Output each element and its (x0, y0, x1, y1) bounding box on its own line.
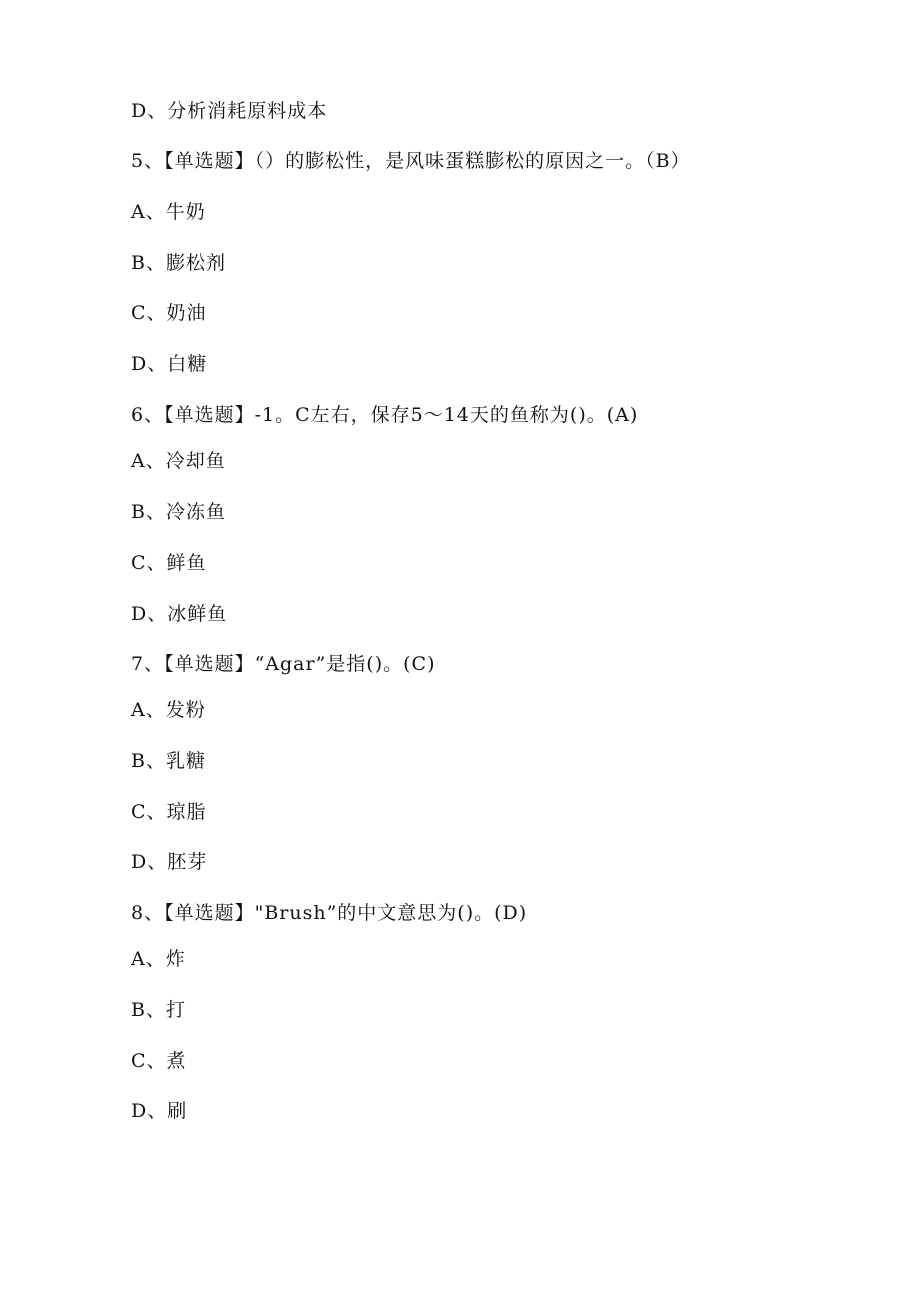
option-c-q5: C、奶油 (131, 302, 207, 324)
option-c-q6: C、鲜鱼 (131, 552, 207, 574)
option-a-q6: A、冷却鱼 (131, 450, 226, 472)
option-c-q7: C、琼脂 (131, 801, 207, 823)
option-a-q5: A、牛奶 (131, 201, 206, 223)
option-d-q7: D、胚芽 (131, 851, 208, 873)
question-7: 7、【单选题】“Agar”是指()。(C) (131, 653, 436, 675)
option-b-q5: B、膨松剂 (131, 252, 226, 274)
option-b-q6: B、冷冻鱼 (131, 501, 226, 523)
question-8: 8、【单选题】"Brush”的中文意思为()。(D) (131, 902, 528, 924)
option-c-q8: C、煮 (131, 1050, 187, 1072)
question-5: 5、【单选题】（）的膨松性，是风味蛋糕膨松的原因之一。（B） (131, 150, 691, 172)
option-a-q7: A、发粉 (131, 699, 206, 721)
option-d-q8: D、刷 (131, 1100, 188, 1122)
question-6: 6、【单选题】-1。C左右，保存5～14天的鱼称为()。(A) (131, 404, 639, 426)
option-a-q8: A、炸 (131, 948, 186, 970)
option-b-q7: B、乳糖 (131, 750, 206, 772)
option-d-q4: D、分析消耗原料成本 (131, 100, 328, 122)
option-b-q8: B、打 (131, 999, 186, 1021)
option-d-q5: D、白糖 (131, 353, 208, 375)
option-d-q6: D、冰鲜鱼 (131, 603, 228, 625)
